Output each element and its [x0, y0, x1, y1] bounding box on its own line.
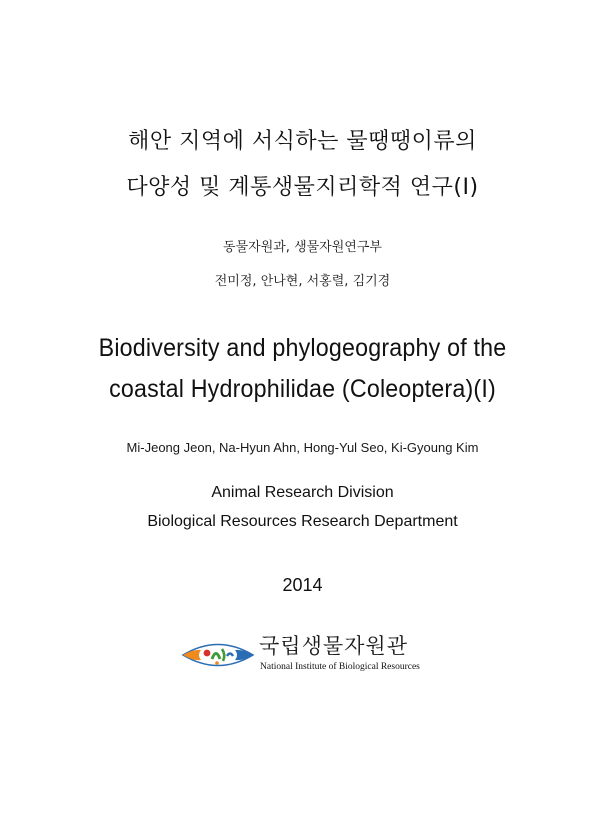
english-division: Animal Research Division: [211, 484, 394, 501]
english-department: Biological Resources Research Department: [147, 513, 458, 530]
english-title-line-2: coastal Hydrophilidae (Coleoptera)(I): [109, 375, 496, 403]
english-title-line-1: Biodiversity and phylogeography of the: [98, 334, 507, 362]
institute-name-english: National Institute of Biological Resources: [260, 662, 420, 672]
institute-logo: [181, 632, 441, 676]
korean-authors: 전미정, 안나현, 서홍렬, 김기경: [214, 274, 391, 289]
korean-title-line-2: 다양성 및 계통생물지리학적 연구(I): [126, 175, 479, 200]
english-authors: Mi-Jeong Jeon, Na-Hyun Ahn, Hong-Yul Seo, Ki-Gyoung Kim: [126, 440, 479, 455]
korean-title-line-1: 해안 지역에 서식하는 물땡땡이류의: [128, 129, 477, 154]
institute-emblem-icon: [181, 640, 255, 670]
publication-year: 2014: [282, 575, 323, 595]
korean-department: 동물자원과, 생물자원연구부: [223, 240, 382, 255]
institute-name-korean: 국립생물자원관: [259, 634, 409, 658]
